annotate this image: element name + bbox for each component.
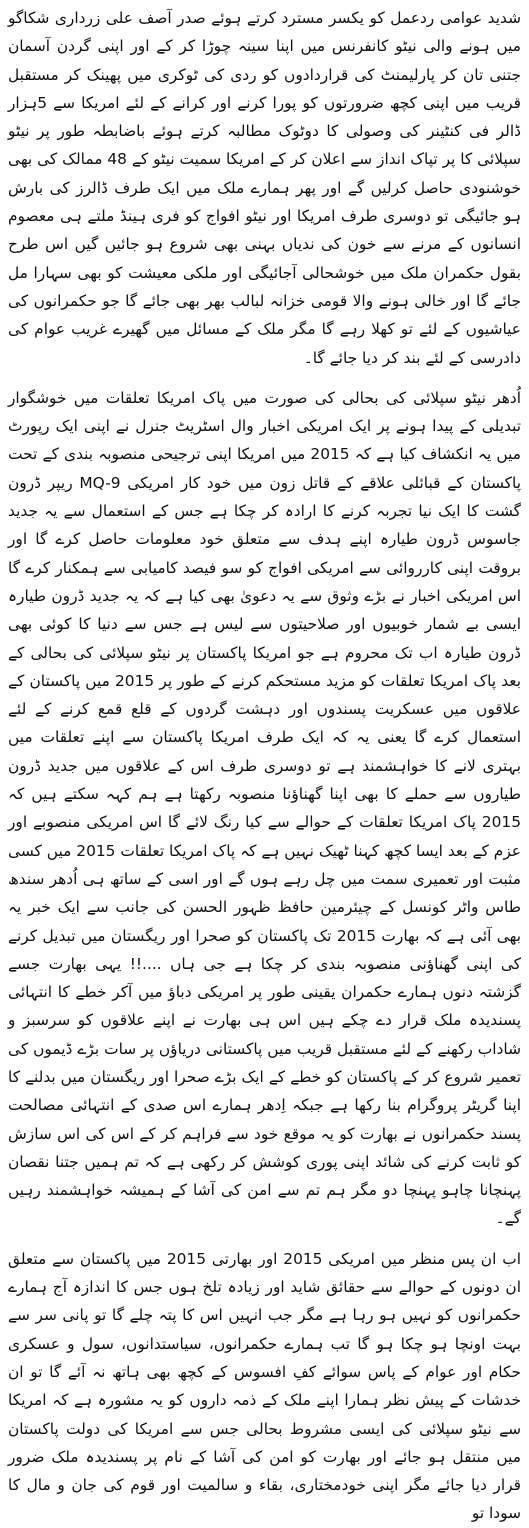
article-paragraph-3: اب ان پس منظر میں امریکی 2015 اور بھارتی 2015 میں پاکستان سے متعلق ان دونوں کے حوالے سے حقائق شاید اور زیادہ تلخ ہوں جس کا اندازہ آج ہمارے حکمرانوں کو نہیں ہو رہا ہے مگر جب انہیں اس کا پتہ چلے گا تو پانی سر سے بہت اونچا ہو چکا ہو گا تب ہمارے حکمرانوں، سیاستدانوں، سول و عسکری حکام اور عوام کے پاس سوائے کفِ افسوس کے کچھ بھی ہاتھ نہ آئے گا تو ان خدشات کے پیش نظر ہمارا اپنے ملک کے ذمہ داروں کو یہ مشورہ ہے کہ امریکا سے نیٹو سپلائی کی ایسی مشروط بحالی جس سے امریکا کی دولت پاکستان میں منتقل ہو جائے اور بھارت کو امن کی آشا کے نام پر پسندیدہ ملک ضرور قرار دیا جائے مگر اپنی خودمختاری، بقاء و سالمیت اور قوم کی جان و مال کا سودا تو [8, 1249, 521, 1523]
article-paragraph-2: اُدھر نیٹو سپلائی کی بحالی کی صورت میں پاک امریکا تعلقات میں خوشگوار تبدیلی کے پیدا ہونے پر ایک امریکی اخبار وال اسٹریٹ جنرل نے اپنی ایک رپورٹ میں یہ انکشاف کیا ہے کہ 2015 میں امریکا اپنی ترجیحی منصوبہ بندی کے تحت پاکستان کے قبائلی علاقے کے قاتل زون میں خود کار امریکی MQ-9 ریپر ڈرون گشت کا ایک نیا تجربہ کرنے کا ارادہ کر چکا ہے جس کے استعمال سے یہ جدید جاسوس ڈرون طیارہ اپنے ہدف سے متعلق خود معلومات حاصل کرے گا اور بروقت اپنی کارروائی سے امریکی افواج کو سو فیصد کامیابی سے ہمکنار کرے گا اس امریکی اخبار نے بڑے وثوق سے یہ دعویٰ بھی کیا ہے کہ یہ جدید ڈرون طیارہ ایسی بے شمار خوبیوں اور صلاحیتوں سے لیس ہے جس سے دنیا کا کوئی بھی ڈرون طیارہ اب تک محروم ہے جو امریکا پاکستان پر نیٹو سپلائی کی بحالی کے بعد پاک امریکا تعلقات کو مزید مستحکم کرنے کے طور پر 2015 میں پاکستان کے علاقوں میں عسکریت پسندوں اور دہشت گردوں کے قلع قمع کرنے کے لئے استعمال کرے گا یعنی یہ کہ ایک طرف امریکا پاکستان سے اپنے تعلقات میں بہتری لانے کا خواہشمند ہے تو دوسری طرف اس کے علاقوں میں جدید ڈرون طیاروں سے حملے کا بھی اپنا گھناؤنا منصوبہ رکھتا ہے ہم کہہ سکتے ہیں کہ 2015 پاک امریکا تعلقات کے حوالے سے کیا رنگ لائے گا اس امریکی منصوبے اور عزم کے بعد ایسا کچھ کہنا ٹھیک نہیں ہے کہ پاک امریکا تعلقات 2015 میں کسی مثبت اور تعمیری سمت میں چل رہے ہوں گے اور اسی کے ساتھ ہی اُدھر سندھ طاس واٹر کونسل کے چیئرمین حافظ ظہور الحسن کی جانب سے ایک خبر یہ بھی آئی ہے کہ بھارت 2015 تک پاکستان کو صحرا اور ریگستان میں تبدیل کرنے کی اپنی گھناؤنی منصوبہ بندی کر چکا ہے جی ہاں ....!! یہی بھارت جسے گزشتہ دنوں ہمارے حکمران یقینی طور پر امریکی دباؤ میں آکر خطے کا انتہائی پسندیدہ ملک قرار دے چکے ہیں اس ہی بھارت نے اپنے علاقوں کو سرسبز و شاداب رکھنے کے لئے مستقبل قریب میں پاکستانی دریاؤں پر سات بڑے ڈیموں کی تعمیر شروع کر کے پاکستان کو خطے کے ایک بڑے صحرا اور ریگستان میں بدلنے کا اپنا گریٹر پروگرام بنا رکھا ہے جبکہ اِدھر ہمارے اس صدی کے انتہائی مصالحت پسند حکمرانوں نے بھارت کو یہ موقع خود سے فراہم کر کے اس کی اس سازش کو ثابت کرنے کی شائد اپنی پوری کوشش کر رکھی ہے کہ تم ہمیں جتنا نقصان پہنچانا چاہو پہنچا دو مگر ہم تم سے امن کی آشا کے ہمیشہ خواہشمند رہیں گے۔ [8, 388, 522, 1228]
article-paragraph-1: شدید عوامی ردعمل کو یکسر مسترد کرتے ہوئے صدر آصف علی زرداری شکاگو میں ہونے والی نیٹو کانفرنس میں اپنا سینہ چوڑا کر کے اور اپنی گردن آسمان جتنی تان کر پارلیمنٹ کی قراردادوں کو ردی کی ٹوکری میں پھینک کر مستقبل قریب میں اپنی کچھ ضرورتوں کو پورا کرنے اور کرانے کے لئے امریکا سے 5ہزار ڈالر فی کنٹینر کی وصولی کا دوٹوک مطالبہ کرتے ہوئے باضابطہ طور پر نیٹو سپلائی کا پر تپاک انداز سے اعلان کر کے امریکا سمیت نیٹو کے 48 ممالک کی بھی خوشنودی حاصل کرلیں گے اور پھر ہمارے ملک میں ایک طرف ڈالرز کی بارش ہو جائیگی تو دوسری طرف امریکا اور نیٹو افواج کو فری ہینڈ ملتے ہی معصوم انسانوں کے مرنے سے خون کی ندیاں بہنی بھی شروع ہو جائیں گیں اس طرح بقول حکمران ملک میں خوشحالی آجائیگی اور ملکی معیشت کو بھی سہارا مل جائے گا اور خالی ہونے والا قومی خزانہ لبالب بھر بھی جائے گا جو حکمرانوں کی عیاشیوں کے لئے تو کھلا رہے گا مگر ملک کے مسائل میں گھیرے غریب عوام کی دادرسی کے لئے بند کر دیا جائے گا۔ [8, 9, 521, 367]
